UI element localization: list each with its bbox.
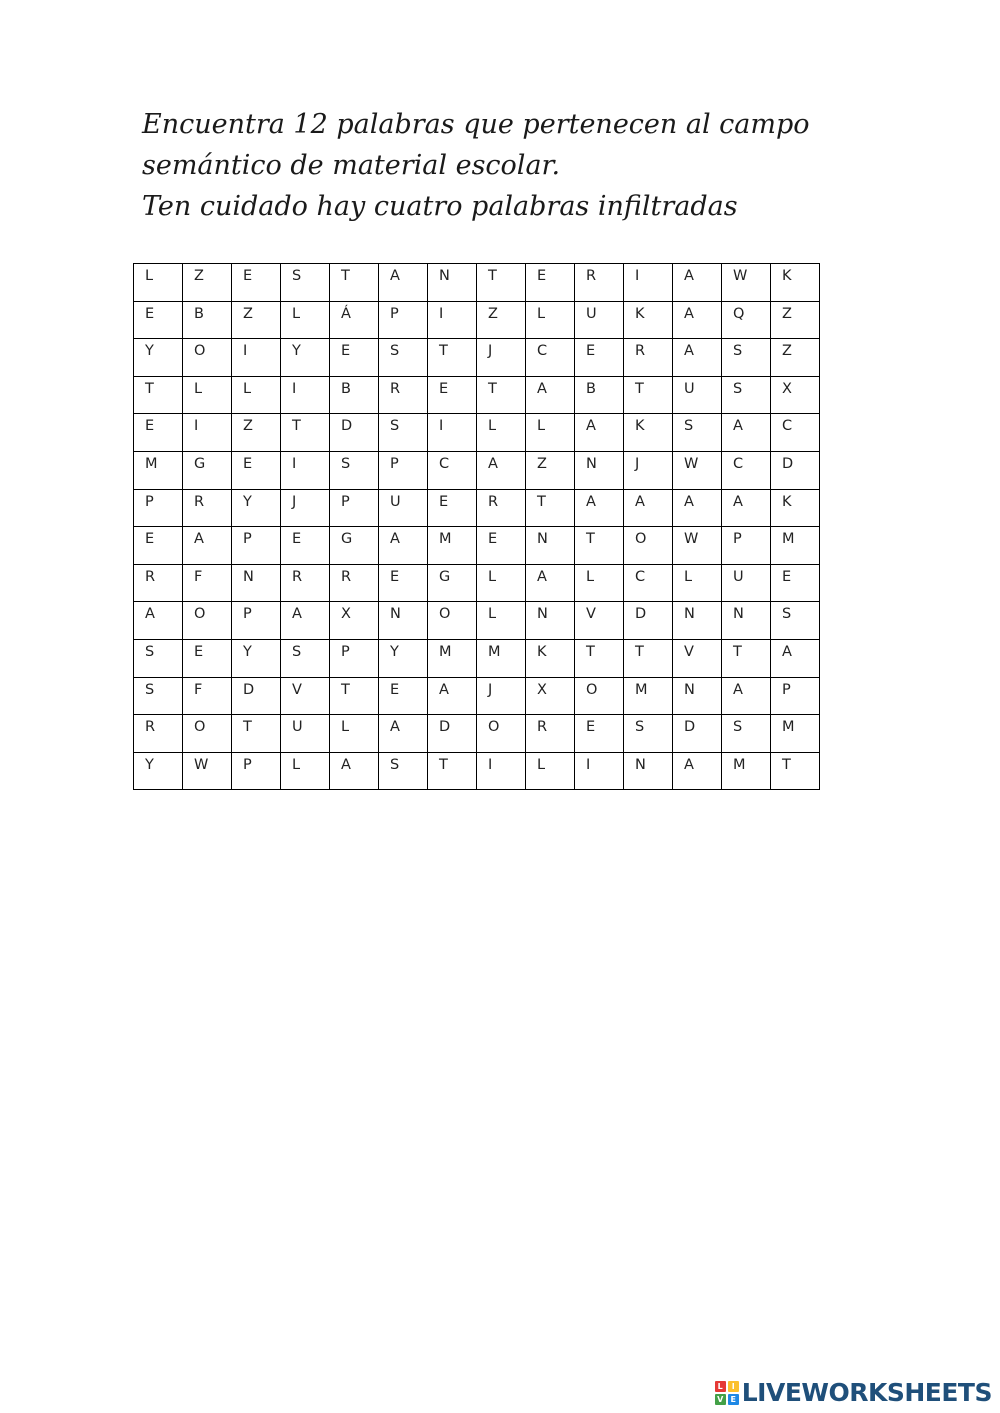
grid-cell[interactable]: K xyxy=(526,639,575,677)
grid-cell[interactable]: T xyxy=(771,752,820,790)
grid-cell[interactable]: E xyxy=(232,451,281,489)
grid-cell[interactable]: A xyxy=(134,602,183,640)
grid-cell[interactable]: R xyxy=(477,489,526,527)
grid-cell[interactable]: E xyxy=(428,376,477,414)
grid-cell[interactable]: R xyxy=(379,376,428,414)
grid-cell[interactable]: R xyxy=(624,339,673,377)
grid-cell[interactable]: P xyxy=(232,602,281,640)
grid-cell[interactable]: J xyxy=(281,489,330,527)
grid-cell[interactable]: A xyxy=(575,489,624,527)
grid-cell[interactable]: Q xyxy=(722,301,771,339)
grid-cell[interactable]: O xyxy=(624,527,673,565)
grid-cell[interactable]: R xyxy=(134,715,183,753)
instructions xyxy=(142,104,842,227)
grid-cell[interactable]: X xyxy=(526,677,575,715)
grid-row xyxy=(134,339,820,377)
grid-cell[interactable]: O xyxy=(183,339,232,377)
grid-cell[interactable]: L xyxy=(281,301,330,339)
grid-cell[interactable]: A xyxy=(281,602,330,640)
grid-cell[interactable]: T xyxy=(134,376,183,414)
grid-cell[interactable]: A xyxy=(624,489,673,527)
grid-row xyxy=(134,752,820,790)
grid-cell[interactable]: S xyxy=(673,414,722,452)
grid-cell[interactable]: G xyxy=(428,564,477,602)
grid-cell[interactable]: N xyxy=(575,451,624,489)
grid-cell[interactable]: A xyxy=(722,489,771,527)
grid-cell[interactable]: L xyxy=(232,376,281,414)
grid-cell[interactable]: K xyxy=(624,414,673,452)
grid-cell[interactable]: Z xyxy=(771,339,820,377)
brand-name: LIVEWORKSHEETS xyxy=(741,1378,992,1407)
grid-cell[interactable]: G xyxy=(183,451,232,489)
grid-cell[interactable]: J xyxy=(477,339,526,377)
grid-cell[interactable]: S xyxy=(134,639,183,677)
grid-cell[interactable]: W xyxy=(183,752,232,790)
grid-cell[interactable]: V xyxy=(281,677,330,715)
grid-cell[interactable]: C xyxy=(722,451,771,489)
grid-cell[interactable]: T xyxy=(330,264,379,302)
grid-cell[interactable]: R xyxy=(526,715,575,753)
grid-row xyxy=(134,527,820,565)
grid-cell[interactable]: D xyxy=(232,677,281,715)
grid-cell[interactable]: L xyxy=(575,564,624,602)
grid-cell[interactable]: P xyxy=(722,527,771,565)
grid-cell[interactable]: L xyxy=(183,376,232,414)
grid-cell[interactable]: O xyxy=(183,715,232,753)
grid-cell[interactable]: E xyxy=(526,264,575,302)
grid-cell[interactable]: W xyxy=(673,451,722,489)
grid-cell[interactable]: T xyxy=(232,715,281,753)
grid-cell[interactable]: N xyxy=(624,752,673,790)
grid-cell[interactable]: I xyxy=(428,414,477,452)
grid-cell[interactable]: A xyxy=(575,414,624,452)
grid-cell[interactable]: L xyxy=(673,564,722,602)
grid-cell[interactable]: A xyxy=(379,527,428,565)
grid-cell[interactable]: Y xyxy=(281,339,330,377)
grid-cell[interactable]: N xyxy=(526,602,575,640)
grid-cell[interactable]: Z xyxy=(477,301,526,339)
grid-cell[interactable]: S xyxy=(281,264,330,302)
grid-cell[interactable]: L xyxy=(526,752,575,790)
grid-cell[interactable]: S xyxy=(134,677,183,715)
grid-cell[interactable]: A xyxy=(722,677,771,715)
grid-cell[interactable]: Z xyxy=(232,414,281,452)
grid-cell[interactable]: U xyxy=(722,564,771,602)
grid-cell[interactable]: U xyxy=(575,301,624,339)
grid-cell[interactable]: N xyxy=(526,527,575,565)
grid-cell[interactable]: E xyxy=(134,414,183,452)
grid-cell[interactable]: Á xyxy=(330,301,379,339)
grid-cell[interactable]: E xyxy=(575,715,624,753)
grid-cell[interactable]: S xyxy=(379,414,428,452)
grid-cell[interactable]: O xyxy=(428,602,477,640)
grid-cell[interactable]: K xyxy=(771,264,820,302)
grid-cell[interactable]: B xyxy=(183,301,232,339)
grid-cell[interactable]: L xyxy=(526,301,575,339)
grid-cell[interactable]: F xyxy=(183,677,232,715)
grid-cell[interactable]: N xyxy=(673,677,722,715)
grid-cell[interactable]: T xyxy=(722,639,771,677)
grid-cell[interactable]: U xyxy=(281,715,330,753)
grid-cell[interactable]: G xyxy=(330,527,379,565)
grid-cell[interactable]: R xyxy=(330,564,379,602)
grid-cell[interactable]: T xyxy=(281,414,330,452)
grid-cell[interactable]: M xyxy=(428,639,477,677)
grid-cell[interactable]: M xyxy=(134,451,183,489)
grid-cell[interactable]: K xyxy=(771,489,820,527)
grid-cell[interactable]: E xyxy=(330,339,379,377)
grid-cell[interactable]: E xyxy=(134,301,183,339)
logo-square: I xyxy=(728,1381,739,1392)
grid-cell[interactable]: T xyxy=(428,339,477,377)
instruction-line-3: Ten cuidado hay cuatro palabras infiltradas xyxy=(142,191,738,222)
grid-cell[interactable]: N xyxy=(673,602,722,640)
grid-cell[interactable]: A xyxy=(673,301,722,339)
grid-cell[interactable]: U xyxy=(379,489,428,527)
grid-cell[interactable]: B xyxy=(575,376,624,414)
grid-cell[interactable]: L xyxy=(477,414,526,452)
grid-cell[interactable]: Z xyxy=(526,451,575,489)
grid-row xyxy=(134,489,820,527)
grid-cell[interactable]: A xyxy=(673,752,722,790)
grid-cell[interactable]: A xyxy=(379,264,428,302)
grid-cell[interactable]: A xyxy=(477,451,526,489)
grid-cell[interactable]: S xyxy=(722,376,771,414)
grid-cell[interactable]: A xyxy=(526,376,575,414)
grid-cell[interactable]: Y xyxy=(232,639,281,677)
grid-cell[interactable]: E xyxy=(477,527,526,565)
grid-cell[interactable]: W xyxy=(722,264,771,302)
grid-row xyxy=(134,301,820,339)
grid-cell[interactable]: A xyxy=(330,752,379,790)
grid-cell[interactable]: T xyxy=(477,376,526,414)
grid-cell[interactable]: A xyxy=(673,264,722,302)
grid-cell[interactable]: L xyxy=(281,752,330,790)
grid-cell[interactable]: P xyxy=(232,752,281,790)
grid-cell[interactable]: L xyxy=(477,602,526,640)
grid-cell[interactable]: M xyxy=(722,752,771,790)
grid-cell[interactable]: R xyxy=(134,564,183,602)
grid-cell[interactable]: Y xyxy=(232,489,281,527)
grid-cell[interactable]: I xyxy=(281,451,330,489)
grid-cell[interactable]: M xyxy=(771,527,820,565)
grid-cell[interactable]: S xyxy=(771,602,820,640)
grid-cell[interactable]: P xyxy=(379,301,428,339)
grid-cell[interactable]: S xyxy=(330,451,379,489)
grid-cell[interactable]: N xyxy=(232,564,281,602)
grid-cell[interactable]: P xyxy=(771,677,820,715)
grid-cell[interactable]: V xyxy=(575,602,624,640)
grid-cell[interactable]: Z xyxy=(771,301,820,339)
grid-cell[interactable]: D xyxy=(330,414,379,452)
grid-cell[interactable]: O xyxy=(183,602,232,640)
instruction-line-2: semántico de material escolar. xyxy=(142,150,561,181)
grid-row xyxy=(134,264,820,302)
logo-square: E xyxy=(728,1394,739,1405)
grid-cell[interactable]: Z xyxy=(232,301,281,339)
grid-row xyxy=(134,639,820,677)
grid-cell[interactable]: D xyxy=(771,451,820,489)
grid-cell[interactable]: P xyxy=(379,451,428,489)
grid-cell[interactable]: M xyxy=(477,639,526,677)
grid-cell[interactable]: X xyxy=(330,602,379,640)
grid-cell[interactable]: L xyxy=(477,564,526,602)
instruction-line-1: Encuentra 12 palabras que pertenecen al campo xyxy=(142,109,810,140)
grid-cell[interactable]: T xyxy=(428,752,477,790)
grid-cell[interactable]: E xyxy=(379,677,428,715)
grid-cell[interactable]: I xyxy=(428,301,477,339)
grid-cell[interactable]: D xyxy=(624,602,673,640)
grid-cell[interactable]: Y xyxy=(134,339,183,377)
grid-cell[interactable]: A xyxy=(428,677,477,715)
grid-cell[interactable]: I xyxy=(575,752,624,790)
grid-cell[interactable]: D xyxy=(428,715,477,753)
grid-cell[interactable]: E xyxy=(575,339,624,377)
logo-square: L xyxy=(715,1381,726,1392)
grid-cell[interactable]: I xyxy=(624,264,673,302)
grid-cell[interactable]: P xyxy=(330,639,379,677)
liveworksheets-brand xyxy=(715,1378,992,1407)
grid-cell[interactable]: D xyxy=(673,715,722,753)
grid-cell[interactable]: A xyxy=(673,339,722,377)
grid-cell[interactable]: T xyxy=(624,639,673,677)
grid-cell[interactable]: A xyxy=(379,715,428,753)
grid-cell[interactable]: M xyxy=(428,527,477,565)
grid-cell[interactable]: A xyxy=(673,489,722,527)
grid-row xyxy=(134,376,820,414)
grid-cell[interactable]: E xyxy=(281,527,330,565)
grid-cell[interactable]: O xyxy=(477,715,526,753)
grid-cell[interactable]: K xyxy=(624,301,673,339)
logo-square: V xyxy=(715,1394,726,1405)
grid-cell[interactable]: S xyxy=(624,715,673,753)
grid-cell[interactable]: C xyxy=(624,564,673,602)
grid-cell[interactable]: U xyxy=(673,376,722,414)
grid-cell[interactable]: N xyxy=(722,602,771,640)
grid-cell[interactable]: Y xyxy=(379,639,428,677)
grid-cell[interactable]: E xyxy=(183,639,232,677)
grid-cell[interactable]: R xyxy=(183,489,232,527)
grid-cell[interactable]: N xyxy=(428,264,477,302)
grid-cell[interactable]: B xyxy=(330,376,379,414)
grid-cell[interactable]: C xyxy=(771,414,820,452)
grid-cell[interactable]: P xyxy=(232,527,281,565)
grid-cell[interactable]: E xyxy=(232,264,281,302)
grid-cell[interactable]: S xyxy=(722,715,771,753)
grid-cell[interactable]: T xyxy=(330,677,379,715)
grid-cell[interactable]: S xyxy=(281,639,330,677)
grid-cell[interactable]: Z xyxy=(183,264,232,302)
grid-cell[interactable]: E xyxy=(771,564,820,602)
grid-cell[interactable]: L xyxy=(134,264,183,302)
grid-cell[interactable]: E xyxy=(134,527,183,565)
grid-cell[interactable]: L xyxy=(330,715,379,753)
grid-cell[interactable]: V xyxy=(673,639,722,677)
grid-cell[interactable]: C xyxy=(428,451,477,489)
word-search-grid xyxy=(133,263,820,790)
grid-cell[interactable]: A xyxy=(526,564,575,602)
grid-cell[interactable]: T xyxy=(575,527,624,565)
grid-row xyxy=(134,414,820,452)
grid-cell[interactable]: S xyxy=(379,339,428,377)
grid-cell[interactable]: S xyxy=(379,752,428,790)
grid-cell[interactable]: A xyxy=(722,414,771,452)
grid-cell[interactable]: W xyxy=(673,527,722,565)
grid-cell[interactable]: X xyxy=(771,376,820,414)
grid-cell[interactable]: T xyxy=(477,264,526,302)
grid-cell[interactable]: S xyxy=(722,339,771,377)
grid-cell[interactable]: I xyxy=(183,414,232,452)
grid-cell[interactable]: C xyxy=(526,339,575,377)
grid-cell[interactable]: T xyxy=(624,376,673,414)
grid-cell[interactable]: I xyxy=(477,752,526,790)
grid-cell[interactable]: T xyxy=(526,489,575,527)
grid-cell[interactable]: Y xyxy=(134,752,183,790)
grid-cell[interactable]: R xyxy=(575,264,624,302)
grid-cell[interactable]: A xyxy=(771,639,820,677)
grid-cell[interactable]: M xyxy=(771,715,820,753)
liveworksheets-logo-icon xyxy=(715,1381,739,1405)
grid-cell[interactable]: F xyxy=(183,564,232,602)
grid-cell[interactable]: I xyxy=(281,376,330,414)
grid-cell[interactable]: J xyxy=(624,451,673,489)
grid-cell[interactable]: N xyxy=(379,602,428,640)
grid-cell[interactable]: P xyxy=(134,489,183,527)
grid-cell[interactable]: E xyxy=(428,489,477,527)
grid-row xyxy=(134,564,820,602)
grid-cell[interactable]: P xyxy=(330,489,379,527)
grid-cell[interactable]: I xyxy=(232,339,281,377)
grid-cell[interactable]: M xyxy=(624,677,673,715)
grid-cell[interactable]: T xyxy=(575,639,624,677)
grid-cell[interactable]: R xyxy=(281,564,330,602)
grid-cell[interactable]: L xyxy=(526,414,575,452)
grid-row xyxy=(134,451,820,489)
grid-row xyxy=(134,715,820,753)
grid-cell[interactable]: J xyxy=(477,677,526,715)
grid-cell[interactable]: E xyxy=(379,564,428,602)
grid-cell[interactable]: A xyxy=(183,527,232,565)
grid-cell[interactable]: O xyxy=(575,677,624,715)
grid-row xyxy=(134,602,820,640)
grid-row xyxy=(134,677,820,715)
